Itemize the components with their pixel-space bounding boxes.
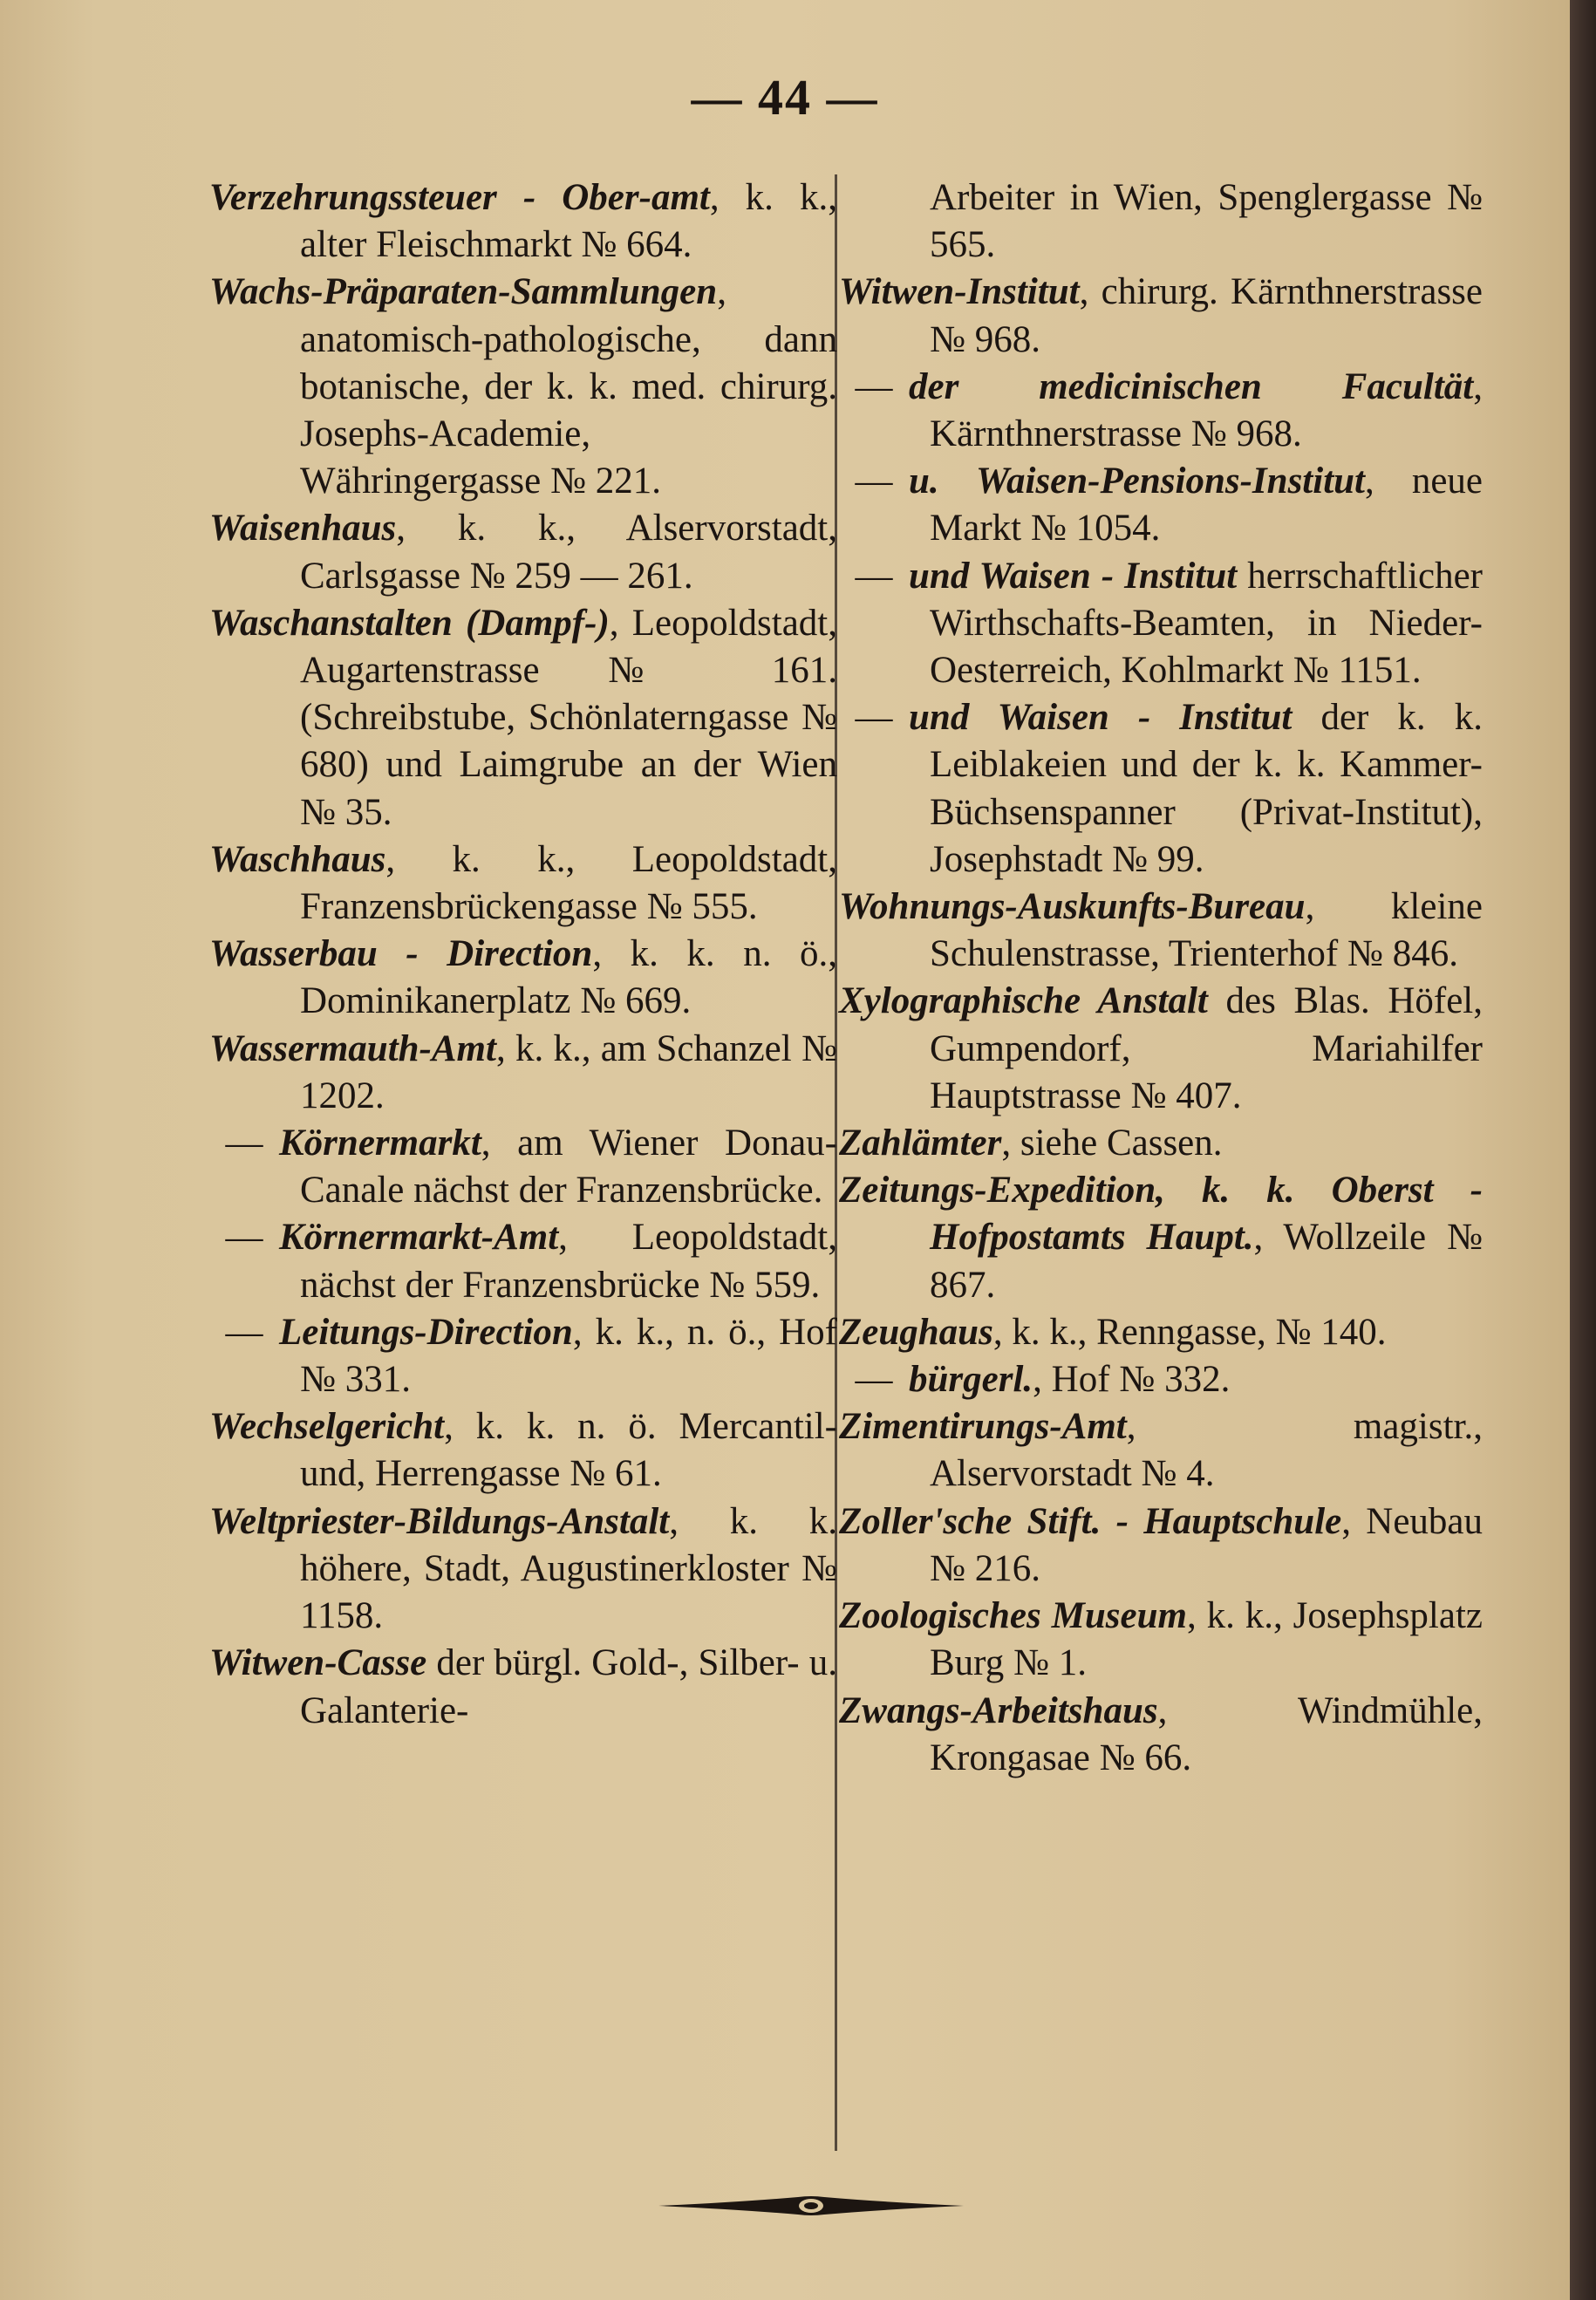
entry-headword: Zoller'sche Stift. - Hauptschule: [839, 1500, 1342, 1542]
entry-text: , Leopoldstadt, nächst der Franzensbrücke № 559.: [300, 1217, 837, 1306]
directory-entry: [209, 836, 837, 931]
ditto-dash: —: [855, 697, 893, 739]
entry-text: , k. k. höhere, Stadt, Augustinerkloster № 1158.: [300, 1500, 837, 1637]
entry-text: , kleine Schulenstrasse, Trienterhof № 846.: [930, 886, 1483, 975]
directory-entry: [209, 931, 837, 1025]
entry-headword: Zeitungs-Expedition, k. k. Oberst - Hofpostamts Haupt.: [839, 1170, 1483, 1259]
directory-entry: [839, 1356, 1483, 1403]
entry-text: , chirurg. Kärnthnerstrasse № 968.: [930, 271, 1483, 360]
directory-entry: [839, 458, 1483, 552]
entry-text: , k. k., n. ö., Hof № 331.: [300, 1311, 837, 1401]
entry-headword: Wohnungs-Auskunfts-Bureau: [839, 886, 1306, 928]
entry-text: , k. k. n. ö. Mercantil- und, Herrengasse № 61.: [300, 1406, 837, 1495]
entry-headword: Xylographische Anstalt: [839, 980, 1208, 1022]
entry-text: , Windmühle, Krongasae № 66.: [930, 1689, 1483, 1778]
directory-entry: [839, 1309, 1483, 1356]
entry-headword: Waschhaus: [209, 838, 386, 880]
ditto-dash: —: [855, 461, 893, 502]
directory-entry: [839, 1403, 1483, 1498]
directory-entry: [209, 1309, 837, 1403]
entry-text: , k. k. n. ö., Dominikanerplatz № 669.: [300, 933, 838, 1022]
ditto-dash: —: [225, 1123, 263, 1164]
entry-headword: u. Waisen-Pensions-Institut: [909, 461, 1365, 502]
entry-text: des Blas. Höfel, Gumpendorf, Mariahilfer Hauptstrasse № 407.: [930, 980, 1483, 1116]
ditto-dash: —: [225, 1311, 263, 1353]
ditto-dash: —: [855, 365, 893, 407]
entry-headword: Witwen-Casse: [209, 1642, 427, 1684]
entry-text: , anatomisch-pathologische, dann botanische, der k. k. med. chirurg. Josephs-Academie, Währingergasse № 221.: [300, 271, 837, 502]
entry-headword: Wechselgericht: [209, 1406, 445, 1448]
directory-entry: [209, 1640, 837, 1734]
right-column: [839, 174, 1483, 1782]
entry-headword: Körnermarkt-Amt: [279, 1217, 559, 1259]
entry-text: , siehe Cassen.: [1001, 1123, 1223, 1164]
page-number: — 44 —: [691, 69, 879, 126]
entry-headword: und Waisen - Institut: [909, 697, 1292, 739]
entry-headword: Zahlämter: [839, 1123, 1002, 1164]
directory-entry: [839, 553, 1483, 695]
entry-text: , k. k., Josephsplatz Burg № 1.: [930, 1595, 1483, 1684]
entry-text: , magistr., Alservorstadt № 4.: [930, 1406, 1483, 1495]
directory-entry: [839, 1688, 1483, 1782]
entry-text: , k. k., am Schanzel № 1202.: [300, 1027, 837, 1116]
entry-text: , Leopoldstadt, Augartenstrasse № 161. (Schreibstube, Schönlaterngasse № 680) und Laimgrube an der Wien № 35.: [300, 602, 837, 833]
directory-entry: [209, 505, 837, 599]
ditto-dash: —: [855, 555, 893, 597]
directory-entry: [209, 1214, 837, 1308]
directory-entry: [209, 1498, 837, 1641]
entry-headword: Wasserbau - Direction: [209, 933, 593, 975]
directory-entry: [209, 600, 837, 836]
entry-text: herrschaftlicher Wirthschafts-Beamten, in Nieder-Oesterreich, Kohlmarkt № 1151.: [930, 555, 1483, 692]
entry-headword: Waschanstalten (Dampf-): [209, 602, 610, 644]
book-binding-edge: [1570, 0, 1596, 2300]
directory-entry: [209, 174, 837, 269]
entry-text: , Kärnthnerstrasse № 968.: [930, 365, 1483, 455]
directory-entry: [839, 364, 1483, 458]
entry-headword: der medicinischen Facultät: [909, 365, 1474, 407]
entry-text: , Wollzeile № 867.: [930, 1217, 1483, 1306]
entry-text: , neue Markt № 1054.: [930, 461, 1483, 549]
entry-headword: und Waisen - Institut: [909, 555, 1238, 597]
directory-entry: [839, 174, 1483, 269]
directory-entry: [839, 694, 1483, 884]
directory-entry: [209, 269, 837, 505]
entry-text: , k. k., Alservorstadt, Carlsgasse № 259 — 261.: [300, 508, 837, 597]
left-column: [209, 174, 837, 1735]
entry-text: Arbeiter in Wien, Spenglergasse № 565.: [930, 177, 1483, 266]
directory-entry: [209, 1120, 837, 1214]
entry-headword: Weltpriester-Bildungs-Anstalt: [209, 1500, 670, 1542]
entry-text: , Neubau № 216.: [930, 1500, 1483, 1589]
entry-headword: Zwangs-Arbeitshaus: [839, 1689, 1158, 1731]
entry-headword: Wassermauth-Amt: [209, 1027, 496, 1069]
end-ornament: [658, 2193, 964, 2219]
entry-headword: Zimentirungs-Amt: [839, 1406, 1127, 1448]
entry-headword: Waisenhaus: [209, 508, 397, 549]
entry-headword: Verzehrungssteuer - Ober-amt: [209, 177, 710, 218]
ditto-dash: —: [855, 1359, 893, 1401]
entry-text: , k. k., alter Fleischmarkt № 664.: [300, 177, 838, 266]
directory-entry: [839, 1167, 1483, 1309]
entry-text: , k. k., Renngasse, № 140.: [992, 1311, 1387, 1353]
directory-entry: [839, 884, 1483, 978]
ditto-dash: —: [225, 1217, 263, 1259]
entry-headword: Körnermarkt: [279, 1123, 481, 1164]
directory-entry: [839, 978, 1483, 1120]
directory-entry: [839, 1120, 1483, 1167]
entry-headword: Wachs-Präparaten-Sammlungen: [209, 271, 718, 313]
entry-headword: Zeughaus: [839, 1311, 993, 1353]
directory-entry: [209, 1026, 837, 1120]
entry-headword: Zoologisches Museum: [839, 1595, 1187, 1637]
entry-headword: bürgerl.: [909, 1359, 1033, 1401]
directory-entry: [839, 1593, 1483, 1687]
directory-entry: [839, 1498, 1483, 1593]
entry-text: , k. k., Leopoldstadt, Franzensbrückengasse № 555.: [300, 838, 837, 928]
entry-headword: Leitungs-Direction: [279, 1311, 573, 1353]
entry-headword: Witwen-Institut: [839, 271, 1080, 313]
entry-text: der bürgl. Gold-, Silber- u. Galanterie-: [300, 1642, 837, 1731]
entry-text: , am Wiener Donau-Canale nächst der Franzensbrücke.: [300, 1123, 837, 1211]
entry-text: der k. k. Leiblakeien und der k. k. Kammer-Büchsenspanner (Privat-Institut), Josephstadt № 99.: [930, 697, 1483, 880]
entry-text: , Hof № 332.: [1033, 1359, 1231, 1401]
directory-entry: [839, 269, 1483, 363]
directory-entry: [209, 1403, 837, 1498]
